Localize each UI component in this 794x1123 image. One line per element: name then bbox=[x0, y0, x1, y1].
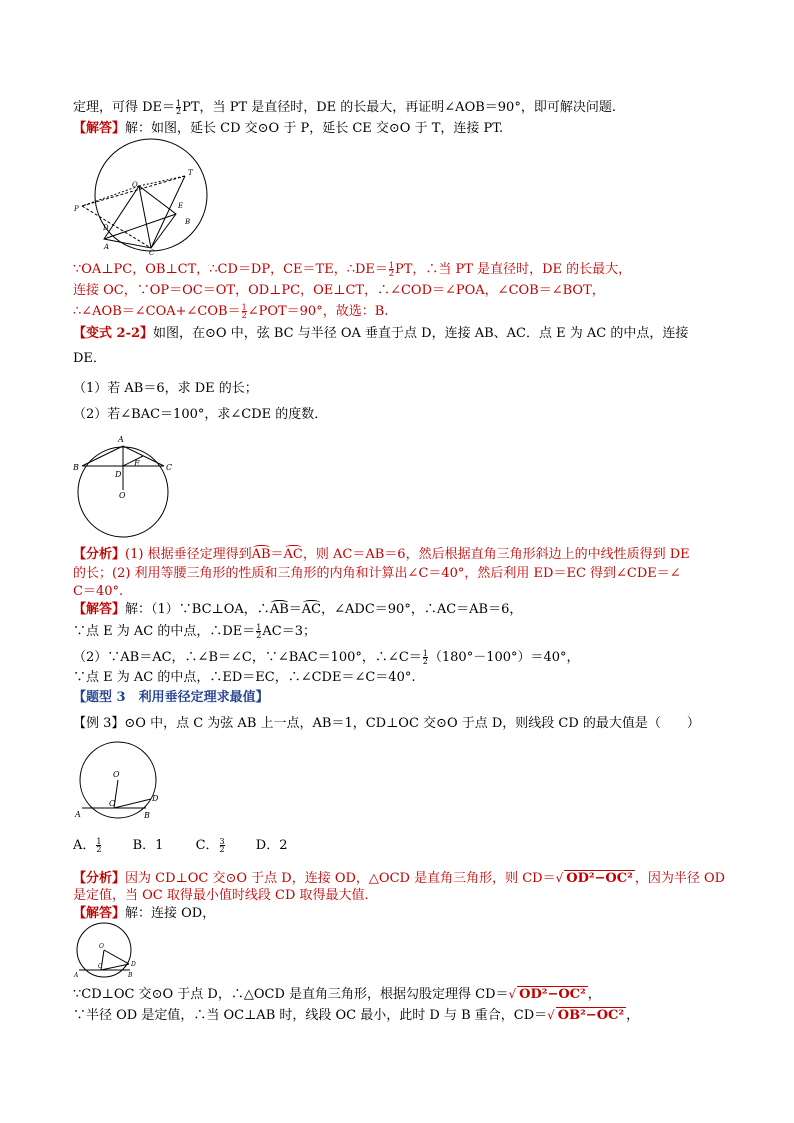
line-8: （1）若 AB＝6，求 DE 的长； bbox=[73, 381, 258, 396]
arc-ac: AC bbox=[283, 547, 303, 562]
label-A: A bbox=[104, 243, 110, 251]
label-A: A bbox=[74, 972, 79, 979]
sqrt-od-oc: OD²−OC² bbox=[566, 871, 633, 886]
line-1: 定理，可得 DE＝ $\frac{1}{2}$ PT，当 PT 是直径时，DE 的长最大，再证明∠AOB＝90°，即可解决问题. bbox=[73, 99, 616, 116]
option-b[interactable]: B．1 bbox=[132, 838, 164, 853]
option-a[interactable]: A． $\frac{1}{2}$ bbox=[73, 837, 102, 854]
line-12: C＝40°. bbox=[73, 584, 124, 599]
line-20: 【分析】因为 CD⊥OC 交⊙O 于点 D，连接 OD，△OCD 是直角三角形，则 CD＝√ OD²−OC² ，因为半径 OD bbox=[73, 871, 726, 886]
fraction-half: $\frac{1}{2}$ bbox=[241, 303, 247, 320]
line-11: 的长；(2) 利用等腰三角形的性质和三角形的内角和计算出∠C＝40°，然后利用 ED＝EC 得到∠CDE＝∠ bbox=[73, 566, 681, 581]
line-2: 【解答】解：如图，延长 CD 交⊙O 于 P，延长 CE 交⊙O 于 T，连接 PT. bbox=[73, 121, 504, 136]
label-E: E bbox=[134, 459, 140, 468]
option-c[interactable]: C． $\frac{3}{2}$ bbox=[195, 837, 225, 854]
label-E: E bbox=[178, 202, 184, 210]
label-C: C bbox=[98, 963, 103, 970]
label-O: O bbox=[99, 943, 104, 950]
line-10: 【分析】(1) 根据垂径定理得到AB＝AC，则 AC＝AB＝6，然后根据直角三角形斜边上的中线性质得到 DE bbox=[73, 547, 690, 562]
figure-circle-small bbox=[72, 922, 142, 982]
label-O: O bbox=[113, 770, 120, 779]
line-7: DE． bbox=[73, 351, 106, 366]
arc-ab: AB bbox=[269, 602, 289, 617]
line-9: （2）若∠BAC＝100°，求∠CDE 的度数． bbox=[73, 407, 328, 422]
line-22: 【解答】解：连接 OD， bbox=[73, 906, 216, 921]
arc-ac: AC bbox=[301, 602, 322, 617]
label-C: C bbox=[109, 799, 116, 808]
answer-options bbox=[73, 838, 287, 854]
label-A: A bbox=[75, 810, 81, 819]
line-21: 是定值，当 OC 取得最小值时线段 CD 取得最大值. bbox=[73, 888, 369, 903]
line-6: 【变式 2-2】如图，在⊙O 中，弦 BC 与半径 OA 垂直于点 D，连接 AB、AC．点 E 为 AC 的中点，连接 bbox=[73, 326, 689, 341]
label-B: B bbox=[73, 463, 79, 472]
line-18: 【例 3】⊙O 中，点 C 为弦 AB 上一点，AB＝1，CD⊥OC 交⊙O 于点 D，则线段 CD 的最大值是（ ） bbox=[73, 716, 700, 731]
line-23: ∵CD⊥OC 交⊙O 于点 D，∴△OCD 是直角三角形，根据勾股定理得 CD＝√ OD²−OC² ， bbox=[73, 987, 601, 1002]
line-13: 【解答】解：（1）∵BC⊥OA，∴AB＝AC，∠ADC＝90°，∴AC＝AB＝6， bbox=[73, 602, 523, 617]
label-T: T bbox=[188, 169, 193, 177]
label-D: D bbox=[152, 794, 159, 803]
fraction-half: $\frac{1}{2}$ bbox=[256, 623, 262, 640]
label-B: B bbox=[128, 972, 133, 979]
label-D: D bbox=[131, 961, 136, 968]
sqrt-od-oc: OD²−OC² bbox=[519, 987, 586, 1002]
line-15: （2）∵AB＝AC，∴∠B＝∠C，∵∠BAC＝100°，∴∠C＝ $\frac{1}{2}$ （180°－100°）＝40°， bbox=[73, 649, 580, 666]
line-16: ∵点 E 为 AC 的中点，∴ED＝EC，∴∠CDE＝∠C＝40°. bbox=[73, 670, 416, 685]
label-B: B bbox=[144, 811, 150, 820]
line-14: ∵点 E 为 AC 的中点，∴DE＝ $\frac{1}{2}$ AC＝3； bbox=[73, 623, 316, 640]
label-O: O bbox=[119, 491, 126, 500]
label-C: C bbox=[166, 463, 173, 472]
fraction-half: $\frac{1}{2}$ bbox=[176, 99, 182, 116]
section-heading: 【题型 3 利用垂径定理求最值】 bbox=[73, 690, 269, 705]
label-C: C bbox=[149, 249, 155, 257]
line-4: 连接 OC，∵OP＝OC＝OT，OD⊥PC，OE⊥CT，∴∠COD＝∠POA，∠COB＝∠BOT， bbox=[73, 283, 605, 298]
figure-circle-perpendicular bbox=[72, 432, 182, 538]
figure-circle-chords bbox=[70, 138, 220, 256]
option-d[interactable]: D．2 bbox=[255, 838, 288, 853]
label-D: D bbox=[115, 470, 122, 479]
line-3: ∵OA⊥PC，OB⊥CT，∴CD＝DP，CE＝TE，∴DE＝ $\frac{1}{2}$ PT，∴当 PT 是直径时，DE 的长最大， bbox=[73, 261, 632, 278]
label-A: A bbox=[118, 435, 124, 444]
fraction-half: $\frac{1}{2}$ bbox=[388, 261, 394, 278]
label-B: B bbox=[185, 218, 191, 226]
fraction-half: $\frac{1}{2}$ bbox=[422, 649, 428, 666]
line-24: ∵半径 OD 是定值，∴当 OC⊥AB 时，线段 OC 最小，此时 D 与 B 重合，CD＝√ OB²−OC² ， bbox=[73, 1008, 640, 1023]
label-O: O bbox=[132, 181, 138, 189]
arc-ab: AB bbox=[251, 547, 271, 562]
sqrt-ob-oc: OB²−OC² bbox=[557, 1008, 625, 1023]
label-P: P bbox=[74, 205, 79, 213]
line-5: ∴∠AOB＝∠COA+∠COB＝ $\frac{1}{2}$ ∠POT＝90°，故选：B. bbox=[73, 303, 389, 320]
label-D: D bbox=[103, 224, 109, 232]
figure-circle-chord-cd bbox=[72, 740, 168, 824]
